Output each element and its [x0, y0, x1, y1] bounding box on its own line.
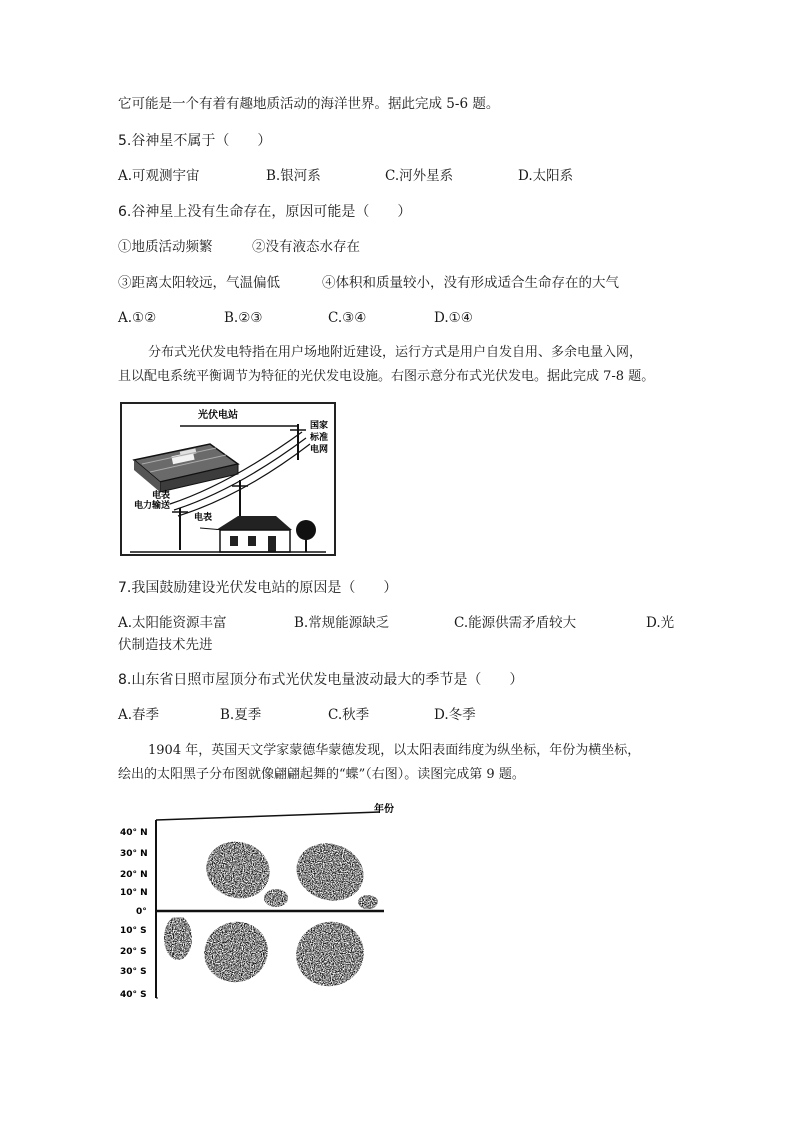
- y-tick-labels: [120, 828, 148, 1000]
- question-6-statements-row1: [118, 238, 678, 256]
- sun-paragraph-line1: 1904 年，英国天文学家蒙德华蒙德发现，以太阳表面纬度为纵坐标，年份为横坐标，: [148, 743, 641, 758]
- q8-option-b[interactable]: B.夏季: [220, 707, 262, 723]
- q7-option-b[interactable]: B.常规能源缺乏: [294, 615, 390, 631]
- pv-label-grid-2: 标准: [310, 433, 329, 443]
- q6-statement-1: ①地质活动频繁: [118, 239, 213, 255]
- y-tick-10n: 10° N: [120, 888, 148, 898]
- pv-label-meter1: 电表: [152, 491, 171, 501]
- pv-label-station: 光伏电站: [198, 410, 238, 421]
- q8-option-c[interactable]: C.秋季: [328, 707, 370, 723]
- q6-option-c[interactable]: C.③④: [328, 310, 367, 326]
- question-5-stem: 5.谷神星不属于（ ）: [118, 133, 272, 149]
- q6-statement-3: ③距离太阳较远，气温偏低: [118, 275, 280, 291]
- question-8-options: [118, 706, 678, 724]
- q7-option-a[interactable]: A.太阳能资源丰富: [118, 615, 227, 631]
- q6-statement-4: ④体积和质量较小，没有形成适合生命存在的大气: [322, 275, 619, 291]
- y-tick-40n: 40° N: [120, 828, 148, 838]
- q6-statement-2: ②没有液态水存在: [252, 239, 360, 255]
- q7-option-d-wrap: 伏制造技术先进: [118, 637, 213, 653]
- q5-option-b[interactable]: B.银河系: [266, 168, 321, 184]
- q8-option-d[interactable]: D.冬季: [434, 707, 476, 723]
- q7-option-d[interactable]: D.光: [646, 615, 675, 631]
- y-tick-30n: 30° N: [120, 849, 148, 859]
- q6-option-a[interactable]: A.①②: [118, 310, 157, 326]
- intro-text: 它可能是一个有着有趣地质活动的海洋世界。据此完成 5-6 题。: [118, 96, 500, 112]
- wing-cycle2-south: [288, 913, 372, 995]
- q8-option-a[interactable]: A.春季: [118, 707, 160, 723]
- y-tick-10s: 10° S: [120, 926, 147, 936]
- y-tick-40s: 40° S: [120, 990, 147, 1000]
- pv-label-grid-1: 国家: [310, 421, 329, 431]
- question-8-stem: 8.山东省日照市屋顶分布式光伏发电量波动最大的季节是（ ）: [118, 672, 524, 688]
- wing-cycle0-south: [164, 916, 192, 960]
- wing-tail-north-2: [358, 895, 378, 909]
- pv-label-grid-3: 电网: [310, 445, 329, 455]
- pv-paragraph-line2: 且以配电系统平衡调节为特征的光伏发电设施。右图示意分布式光伏发电。据此完成 7-8 题。: [118, 369, 655, 384]
- question-5-options: [118, 167, 678, 185]
- pv-paragraph-line1: 分布式光伏发电特指在用户场地附近建设，运行方式是用户自发自用、多余电量入网，: [148, 345, 643, 360]
- wing-tail-north: [264, 889, 288, 907]
- question-6-stem: 6.谷神星上没有生命存在，原因可能是（ ）: [118, 204, 412, 220]
- pv-figure: [120, 402, 336, 556]
- y-tick-30s: 30° S: [120, 967, 147, 977]
- top-border: [156, 812, 380, 820]
- y-tick-20s: 20° S: [120, 947, 147, 957]
- q5-option-a[interactable]: A.可观测宇宙: [118, 168, 200, 184]
- question-6-statements-row2: [118, 274, 678, 292]
- pv-label-line: 电力输送: [134, 501, 171, 511]
- q5-option-d[interactable]: D.太阳系: [518, 168, 574, 184]
- question-7-options: [118, 614, 678, 632]
- q6-option-b[interactable]: B.②③: [224, 310, 263, 326]
- butterfly-wings: [164, 833, 378, 994]
- year-axis-label: 年份: [374, 804, 394, 815]
- y-tick-20n: 20° N: [120, 870, 148, 880]
- sun-paragraph-line2: 绘出的太阳黑子分布图就像翩翩起舞的“蝶”（右图）。读图完成第 9 题。: [118, 767, 525, 782]
- question-7-stem: 7.我国鼓励建设光伏发电站的原因是（ ）: [118, 580, 398, 596]
- y-tick-0: 0°: [136, 907, 147, 917]
- sunspot-butterfly-diagram: [118, 798, 408, 1004]
- question-6-options: [118, 309, 678, 327]
- wing-cycle2-north: [289, 835, 371, 909]
- q5-option-c[interactable]: C.河外星系: [385, 168, 454, 184]
- pv-label-meter2: 电表: [194, 513, 213, 523]
- wing-cycle1-south: [196, 914, 275, 991]
- q6-option-d[interactable]: D.①④: [434, 310, 473, 326]
- q7-option-c[interactable]: C.能源供需矛盾较大: [454, 615, 577, 631]
